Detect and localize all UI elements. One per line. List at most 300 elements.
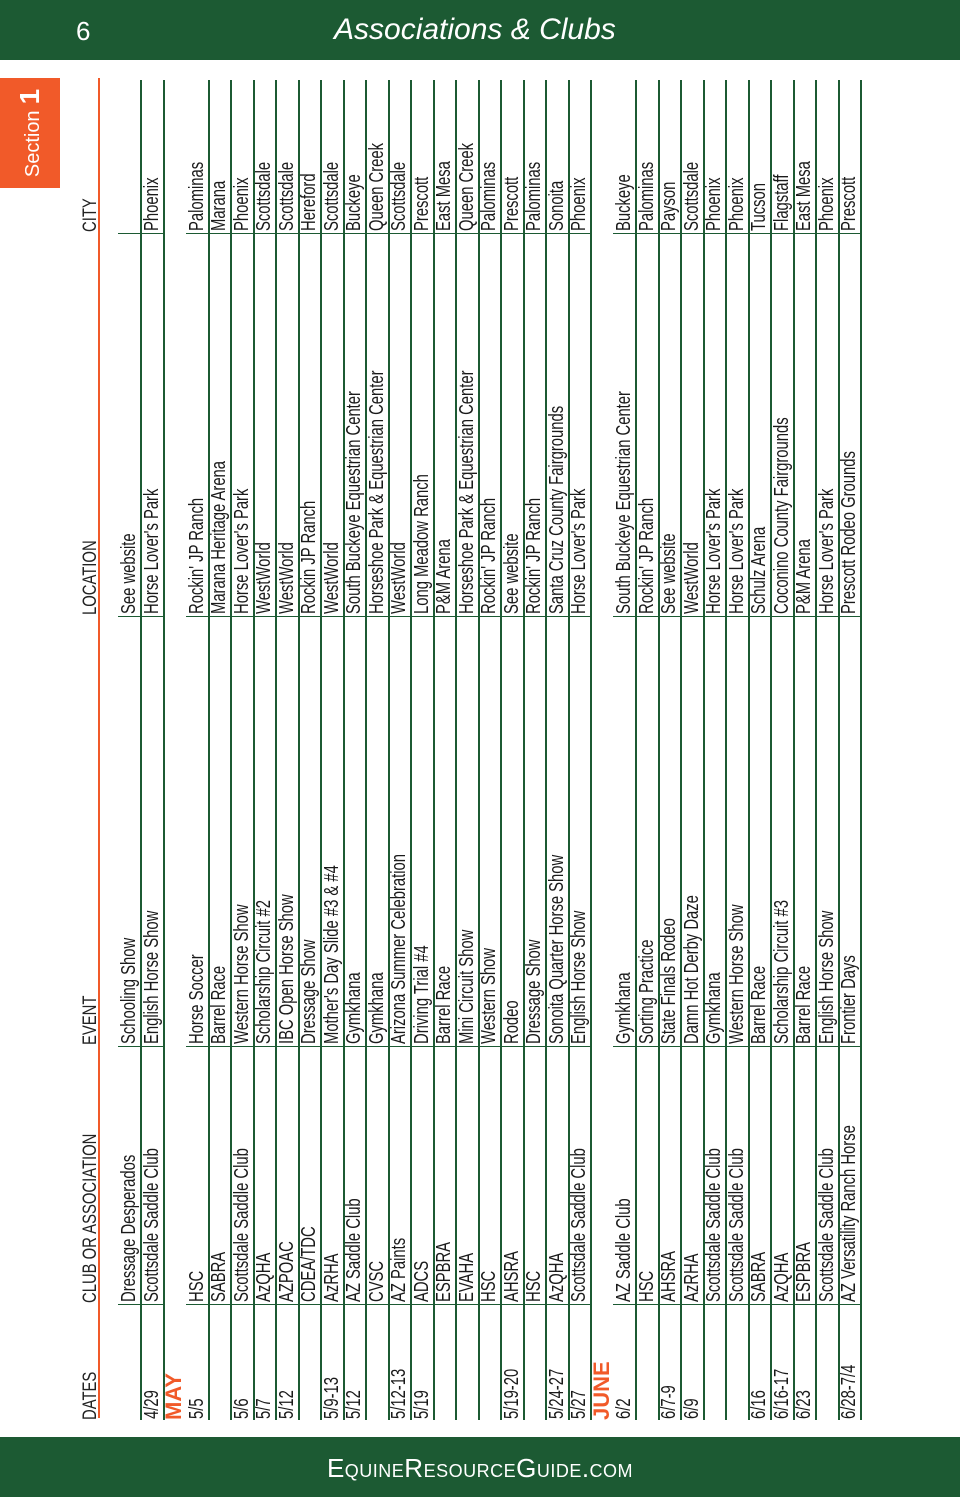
column-separator: [456, 1046, 478, 1047]
column-separator: [771, 1046, 793, 1047]
column-separator: [793, 1046, 815, 1047]
column-separator: [298, 1304, 320, 1305]
table-row: [298, 80, 322, 1420]
cell-club: HSC: [478, 1270, 500, 1302]
cell-event: Rodeo: [500, 1000, 523, 1044]
cell-date: 5/24-27: [545, 1368, 568, 1419]
column-separator: [501, 1304, 523, 1305]
cell-event: Mini Circuit Show: [455, 929, 478, 1044]
cell-date: 4/29: [140, 1390, 163, 1419]
cell-location: See website: [500, 533, 523, 614]
column-separator: [771, 1304, 793, 1305]
cell-club: Scottsdale Saddle Club: [230, 1148, 253, 1302]
cell-club: CDEA/TDC: [298, 1226, 320, 1302]
column-separator: [298, 616, 320, 617]
column-separator: [726, 233, 748, 234]
cell-event: Damn Hot Derby Daze: [680, 895, 703, 1044]
column-separator: [748, 616, 770, 617]
table-row: [636, 80, 660, 1420]
column-separator: [703, 1046, 725, 1047]
cell-location: Horseshoe Park & Equestrian Center: [365, 370, 388, 614]
column-separator: [231, 233, 253, 234]
cell-location: Rockin' JP Ranch: [523, 497, 545, 614]
table-row: [838, 80, 862, 1420]
column-separator: [838, 1046, 860, 1047]
cell-location: Horse Lover's Park: [230, 488, 253, 614]
column-separator: [546, 1046, 568, 1047]
column-separator: [658, 233, 680, 234]
column-separator: [298, 1046, 320, 1047]
table-row: [816, 80, 840, 1420]
column-separator: [118, 1046, 140, 1047]
column-separator: [636, 1046, 658, 1047]
column-separator: [118, 233, 140, 234]
cell-city: Marana: [208, 180, 230, 231]
column-separator: [501, 616, 523, 617]
cell-location: Rockin' JP Ranch: [478, 497, 500, 614]
cell-location: South Buckeye Equestrian Center: [343, 391, 365, 614]
cell-club: AZ Saddle Club: [613, 1198, 635, 1302]
column-separator: [253, 616, 275, 617]
column-separator: [231, 1304, 253, 1305]
column-separator: [208, 1304, 230, 1305]
table-row: [703, 80, 727, 1420]
cell-event: English Horse Show: [815, 910, 838, 1044]
events-table: [80, 80, 880, 1420]
table-row: [208, 80, 232, 1420]
column-separator: [636, 233, 658, 234]
column-header-club: CLUB OR ASSOCIATION: [80, 1133, 101, 1303]
column-separator: [411, 233, 433, 234]
cell-club: AzQHA: [545, 1252, 568, 1302]
column-separator: [276, 616, 298, 617]
cell-event: Barrel Race: [793, 965, 815, 1044]
column-separator: [141, 233, 163, 234]
column-separator: [366, 1046, 388, 1047]
column-separator: [388, 233, 410, 234]
page-title: Associations & Clubs: [334, 13, 616, 46]
cell-event: Frontier Days: [838, 955, 860, 1044]
column-separator: [681, 1046, 703, 1047]
cell-city: Scottsdale: [275, 161, 298, 231]
column-separator: [568, 616, 590, 617]
cell-location: Horse Lover's Park: [703, 488, 725, 614]
cell-location: Schulz Arena: [748, 526, 770, 614]
column-separator: [231, 616, 253, 617]
column-separator: [546, 1304, 568, 1305]
cell-club: ADCS: [410, 1260, 433, 1302]
column-separator: [253, 1046, 275, 1047]
column-separator: [343, 1046, 365, 1047]
column-separator: [433, 616, 455, 617]
top-banner: [0, 0, 960, 60]
column-separator: [748, 233, 770, 234]
cell-location: South Buckeye Equestrian Center: [613, 391, 635, 614]
cell-event: English Horse Show: [140, 910, 163, 1044]
column-separator: [613, 1046, 635, 1047]
table-row: [456, 80, 480, 1420]
section-label: Section: [22, 110, 44, 178]
column-separator: [748, 1046, 770, 1047]
cell-city: Scottsdale: [388, 161, 410, 231]
cell-club: HSC: [635, 1270, 658, 1302]
cell-city: Buckeye: [343, 174, 365, 231]
cell-city: East Mesa: [433, 161, 455, 231]
bottom-banner: [0, 1437, 960, 1497]
column-separator: [658, 1304, 680, 1305]
cell-city: Phoenix: [815, 177, 838, 231]
cell-location: Horseshoe Park & Equestrian Center: [455, 370, 478, 614]
column-header-city: CITY: [80, 198, 101, 232]
cell-event: Gymkhana: [365, 972, 388, 1044]
table-row: [681, 80, 705, 1420]
column-separator: [793, 1304, 815, 1305]
cell-location: Coconino County Fairgrounds: [770, 417, 793, 614]
cell-location: Horse Lover's Park: [140, 488, 163, 614]
cell-event: Driving Trial #4: [410, 945, 433, 1044]
column-separator: [321, 616, 343, 617]
cell-event: Scholarship Circuit #2: [253, 900, 275, 1044]
table-row: [748, 80, 772, 1420]
column-separator: [478, 616, 500, 617]
table-row: [141, 80, 165, 1420]
cell-location: WestWorld: [253, 542, 275, 614]
cell-date: 5/7: [253, 1398, 275, 1419]
cell-city: Palominas: [635, 161, 658, 231]
cell-date: 5/12-13: [388, 1368, 410, 1419]
column-separator: [501, 1046, 523, 1047]
column-separator: [568, 1046, 590, 1047]
column-separator: [703, 616, 725, 617]
page-number: 6: [76, 16, 91, 46]
column-separator: [726, 1046, 748, 1047]
cell-club: AzRHA: [320, 1253, 343, 1302]
cell-club: Scottsdale Saddle Club: [140, 1148, 163, 1302]
column-separator: [276, 1304, 298, 1305]
table-row: [726, 80, 750, 1420]
column-separator: [208, 1046, 230, 1047]
column-separator: [501, 233, 523, 234]
column-separator: [793, 233, 815, 234]
column-separator: [771, 616, 793, 617]
cell-city: Phoenix: [725, 177, 748, 231]
cell-city: Palominas: [478, 161, 500, 231]
column-separator: [456, 1304, 478, 1305]
cell-club: ESPBRA: [793, 1241, 815, 1302]
column-separator: [321, 1046, 343, 1047]
cell-city: Scottsdale: [320, 161, 343, 231]
column-header-dates: DATES: [80, 1371, 101, 1420]
cell-city: Scottsdale: [680, 161, 703, 231]
column-separator: [343, 233, 365, 234]
cell-location: Horse Lover's Park: [568, 488, 590, 614]
cell-event: Barrel Race: [748, 965, 770, 1044]
section-tab: [0, 78, 60, 188]
column-separator: [253, 233, 275, 234]
column-separator: [546, 616, 568, 617]
cell-event: English Horse Show: [568, 910, 590, 1044]
cell-location: WestWorld: [320, 542, 343, 614]
cell-club: SABRA: [208, 1251, 230, 1302]
cell-city: Buckeye: [613, 174, 635, 231]
cell-event: Arizona Summer Celebration: [388, 853, 410, 1044]
column-separator: [478, 1046, 500, 1047]
cell-event: Western Show: [478, 948, 500, 1044]
column-separator: [411, 1304, 433, 1305]
cell-event: Schooling Show: [118, 937, 140, 1044]
column-separator: [636, 1304, 658, 1305]
column-separator: [703, 1304, 725, 1305]
column-separator: [793, 616, 815, 617]
column-separator: [388, 1046, 410, 1047]
column-separator: [726, 616, 748, 617]
column-separator: [321, 233, 343, 234]
column-separator: [118, 616, 140, 617]
cell-event: Horse Soccer: [185, 954, 208, 1044]
month-heading: JUNE: [588, 1361, 614, 1420]
column-separator: [613, 233, 635, 234]
cell-location: Marana Heritage Arena: [208, 460, 230, 614]
cell-location: WestWorld: [388, 542, 410, 614]
cell-event: Dressage Show: [298, 939, 320, 1044]
cell-location: P&M Arena: [793, 539, 815, 614]
column-separator: [388, 1304, 410, 1305]
cell-city: Sonoita: [545, 180, 568, 231]
column-separator: [816, 233, 838, 234]
column-separator: [186, 1304, 208, 1305]
column-separator: [366, 233, 388, 234]
column-separator: [838, 616, 860, 617]
column-separator: [208, 233, 230, 234]
column-separator: [658, 616, 680, 617]
table-row: [276, 80, 300, 1420]
cell-event: Dressage Show: [523, 939, 545, 1044]
column-separator: [748, 1304, 770, 1305]
column-separator: [726, 1304, 748, 1305]
cell-city: East Mesa: [793, 161, 815, 231]
cell-club: EVAHA: [455, 1252, 478, 1302]
column-separator: [816, 616, 838, 617]
column-separator: [118, 1304, 140, 1305]
cell-city: Phoenix: [140, 177, 163, 231]
column-separator: [388, 616, 410, 617]
cell-location: See website: [658, 533, 680, 614]
cell-event: IBC Open Horse Show: [275, 894, 298, 1044]
cell-date: 5/6: [230, 1398, 253, 1419]
cell-club: AHSRA: [500, 1251, 523, 1302]
table-row: [568, 80, 592, 1420]
cell-date: 5/27: [568, 1390, 590, 1419]
column-separator: [703, 233, 725, 234]
cell-club: AHSRA: [658, 1251, 680, 1302]
cell-club: AZ Paints: [388, 1237, 410, 1302]
cell-event: Sorting Practice: [635, 939, 658, 1044]
column-separator: [276, 1046, 298, 1047]
column-separator: [276, 233, 298, 234]
column-separator: [253, 1304, 275, 1305]
column-separator: [523, 233, 545, 234]
column-separator: [343, 616, 365, 617]
column-separator: [613, 616, 635, 617]
cell-date: 6/7-9: [658, 1385, 680, 1419]
column-separator: [478, 1304, 500, 1305]
cell-club: AzQHA: [770, 1252, 793, 1302]
cell-location: P&M Arena: [433, 539, 455, 614]
column-separator: [186, 233, 208, 234]
cell-city: Scottsdale: [253, 161, 275, 231]
column-separator: [838, 1304, 860, 1305]
table-row: [613, 80, 637, 1420]
cell-city: Flagstaff: [770, 174, 793, 231]
column-separator: [568, 233, 590, 234]
table-row: [388, 80, 412, 1420]
cell-location: Prescott Rodeo Grounds: [838, 451, 860, 614]
cell-location: Rockin' JP Ranch: [635, 497, 658, 614]
column-separator: [433, 1304, 455, 1305]
column-separator: [411, 616, 433, 617]
column-separator: [838, 233, 860, 234]
column-separator: [298, 233, 320, 234]
cell-date: 5/19-20: [500, 1368, 523, 1419]
cell-club: Scottsdale Saddle Club: [568, 1148, 590, 1302]
column-separator: [366, 1304, 388, 1305]
cell-event: State Finals Rodeo: [658, 918, 680, 1044]
column-separator: [141, 1304, 163, 1305]
table-row: [771, 80, 795, 1420]
cell-city: Prescott: [410, 176, 433, 231]
column-separator: [523, 1304, 545, 1305]
cell-event: Gymkhana: [703, 972, 725, 1044]
cell-date: 5/12: [275, 1390, 298, 1419]
cell-city: Payson: [658, 181, 680, 231]
column-separator: [523, 616, 545, 617]
column-separator: [816, 1304, 838, 1305]
column-separator: [141, 616, 163, 617]
table-row: [118, 80, 142, 1420]
cell-location: WestWorld: [680, 542, 703, 614]
cell-city: Tucson: [748, 183, 770, 231]
cell-city: Palominas: [185, 161, 208, 231]
column-header-event: EVENT: [80, 995, 101, 1045]
column-separator: [523, 1046, 545, 1047]
cell-city: Phoenix: [230, 177, 253, 231]
table-row: [523, 80, 547, 1420]
cell-date: 5/5: [185, 1398, 208, 1419]
column-separator: [433, 233, 455, 234]
cell-club: AzQHA: [253, 1252, 275, 1302]
column-separator: [456, 233, 478, 234]
cell-location: WestWorld: [275, 542, 298, 614]
cell-date: 5/9-13: [320, 1377, 343, 1419]
column-separator: [681, 616, 703, 617]
column-separator: [411, 1046, 433, 1047]
cell-location: Rockin' JP Ranch: [185, 497, 208, 614]
cell-date: 6/23: [793, 1390, 815, 1419]
cell-club: SABRA: [748, 1251, 770, 1302]
cell-city: Phoenix: [703, 177, 725, 231]
column-separator: [366, 616, 388, 617]
column-separator: [771, 233, 793, 234]
cell-city: Queen Creek: [455, 142, 478, 231]
cell-club: Scottsdale Saddle Club: [725, 1148, 748, 1302]
table-row: [501, 80, 525, 1420]
cell-club: AZPOAC: [275, 1241, 298, 1302]
table-row: [793, 80, 817, 1420]
cell-location: Santa Cruz County Fairgrounds: [545, 405, 568, 614]
column-separator: [343, 1304, 365, 1305]
site-url: EquineResourceGuide.com: [326, 1453, 634, 1483]
section-number: 1: [14, 88, 45, 105]
cell-location: Horse Lover's Park: [815, 488, 838, 614]
cell-city: Phoenix: [568, 177, 590, 231]
table-row: [186, 80, 210, 1420]
column-separator: [208, 616, 230, 617]
column-separator: [478, 233, 500, 234]
column-separator: [186, 1046, 208, 1047]
table-row: [231, 80, 255, 1420]
cell-event: Barrel Race: [208, 965, 230, 1044]
column-separator: [681, 1304, 703, 1305]
cell-date: 5/19: [410, 1390, 433, 1419]
cell-club: AZ Saddle Club: [343, 1198, 365, 1302]
table-row: [546, 80, 570, 1420]
column-separator: [321, 1304, 343, 1305]
month-heading: MAY: [161, 1373, 186, 1420]
column-separator: [568, 1304, 590, 1305]
cell-club: ESPBRA: [433, 1241, 455, 1302]
cell-event: Barrel Race: [433, 965, 455, 1044]
column-separator: [186, 616, 208, 617]
cell-club: CVSC: [365, 1260, 388, 1302]
cell-city: Queen Creek: [365, 142, 388, 231]
column-separator: [658, 1046, 680, 1047]
table-row: [411, 80, 435, 1420]
cell-location: Horse Lover's Park: [725, 488, 748, 614]
cell-club: AZ Versatility Ranch Horse: [838, 1125, 860, 1302]
cell-event: Gymkhana: [613, 972, 635, 1044]
column-separator: [816, 1046, 838, 1047]
cell-club: AzRHA: [680, 1253, 703, 1302]
cell-city: Prescott: [838, 176, 860, 231]
column-separator: [231, 1046, 253, 1047]
cell-club: HSC: [523, 1270, 545, 1302]
cell-city: Palominas: [523, 161, 545, 231]
cell-date: 6/28-7/4: [838, 1364, 860, 1419]
cell-city: Prescott: [500, 176, 523, 231]
cell-event: Western Horse Show: [725, 904, 748, 1044]
table-row: [321, 80, 345, 1420]
column-separator: [456, 616, 478, 617]
cell-event: Gymkhana: [343, 972, 365, 1044]
column-header-location: LOCATION: [80, 540, 101, 615]
column-separator: [141, 1046, 163, 1047]
table-row: [433, 80, 457, 1420]
table-row: [366, 80, 390, 1420]
cell-location: See website: [118, 533, 140, 614]
column-separator: [546, 233, 568, 234]
cell-date: 6/16: [748, 1390, 770, 1419]
cell-event: Sonoita Quarter Horse Show: [545, 854, 568, 1044]
table-row: [478, 80, 502, 1420]
column-separator: [681, 233, 703, 234]
cell-date: 6/2: [613, 1398, 635, 1419]
cell-club: Scottsdale Saddle Club: [703, 1148, 725, 1302]
column-separator: [433, 1046, 455, 1047]
table-row: [343, 80, 367, 1420]
cell-club: HSC: [185, 1270, 208, 1302]
column-separator: [636, 616, 658, 617]
cell-date: 6/16-17: [770, 1368, 793, 1419]
